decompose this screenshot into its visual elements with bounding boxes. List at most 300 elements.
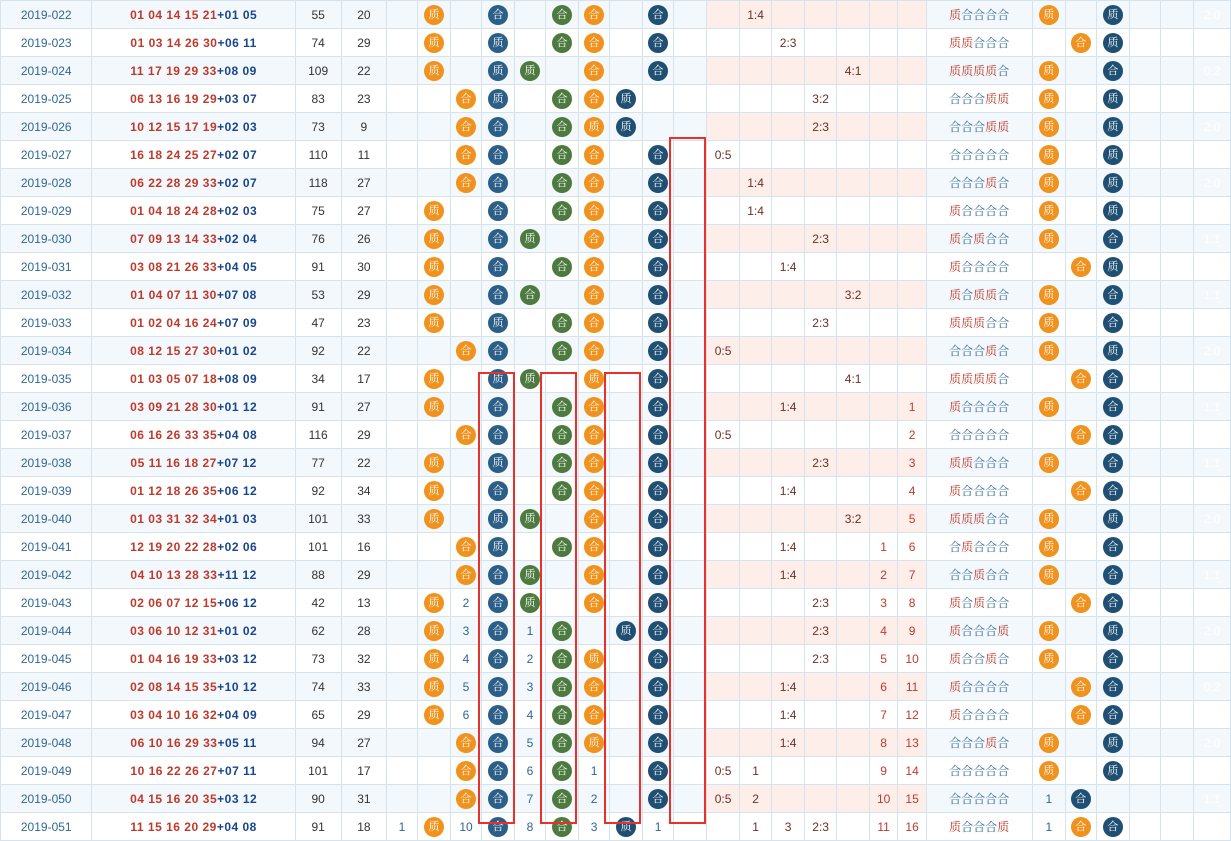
cell-mark-2[interactable] xyxy=(451,393,481,421)
cell-mark-8[interactable] xyxy=(643,477,673,505)
cell-mark-6[interactable] xyxy=(579,225,609,253)
cell-mark-7[interactable] xyxy=(609,141,643,169)
cell-tail-0[interactable]: 1 xyxy=(1032,785,1066,813)
cell-tail-3[interactable] xyxy=(1130,141,1160,169)
cell-tail-0[interactable] xyxy=(1032,141,1066,169)
cell-tail-2[interactable] xyxy=(1096,645,1130,673)
cell-mark-3[interactable] xyxy=(481,393,515,421)
cell-mark-0[interactable] xyxy=(387,477,417,505)
cell-tail-2[interactable] xyxy=(1096,85,1130,113)
cell-mark-6[interactable] xyxy=(579,253,609,281)
cell-mark-2[interactable] xyxy=(451,141,481,169)
table-row[interactable] xyxy=(1,421,1231,449)
cell-mark-5[interactable] xyxy=(545,197,579,225)
cell-mark-5[interactable] xyxy=(545,393,579,421)
cell-mark-7[interactable] xyxy=(609,309,643,337)
cell-mark-8[interactable] xyxy=(643,673,673,701)
cell-mark-0[interactable] xyxy=(387,505,417,533)
cell-mark-0[interactable] xyxy=(387,533,417,561)
cell-tail-1[interactable] xyxy=(1066,785,1096,813)
cell-mark-1[interactable] xyxy=(417,141,451,169)
cell-tail-2[interactable] xyxy=(1096,561,1130,589)
cell-tail-1[interactable] xyxy=(1066,141,1096,169)
table-row[interactable] xyxy=(1,253,1231,281)
table-row[interactable] xyxy=(1,225,1231,253)
cell-tail-2[interactable] xyxy=(1096,785,1130,813)
cell-mark-7[interactable] xyxy=(609,449,643,477)
cell-mark-2[interactable] xyxy=(451,533,481,561)
cell-mark-8[interactable] xyxy=(643,113,673,141)
cell-mark-6[interactable] xyxy=(579,701,609,729)
cell-mark-8[interactable] xyxy=(643,1,673,29)
cell-mark-2[interactable] xyxy=(451,337,481,365)
cell-mark-8[interactable] xyxy=(643,365,673,393)
cell-tail-4[interactable] xyxy=(1160,393,1194,421)
cell-mark-4[interactable] xyxy=(515,225,545,253)
cell-tail-4[interactable] xyxy=(1160,505,1194,533)
cell-mark-4[interactable] xyxy=(515,141,545,169)
cell-mark-8[interactable] xyxy=(643,141,673,169)
cell-mark-2[interactable] xyxy=(451,421,481,449)
cell-mark-7[interactable] xyxy=(609,729,643,757)
cell-tail-4[interactable] xyxy=(1160,253,1194,281)
cell-mark-2[interactable] xyxy=(451,729,481,757)
cell-mark-5[interactable] xyxy=(545,85,579,113)
cell-mark-2[interactable] xyxy=(451,449,481,477)
cell-mark-9[interactable] xyxy=(673,421,707,449)
cell-mark-4[interactable] xyxy=(515,505,545,533)
cell-tail-3[interactable] xyxy=(1130,85,1160,113)
cell-tail-2[interactable] xyxy=(1096,673,1130,701)
cell-tail-0[interactable] xyxy=(1032,533,1066,561)
cell-mark-5[interactable] xyxy=(545,673,579,701)
table-row[interactable] xyxy=(1,113,1231,141)
cell-mark-1[interactable] xyxy=(417,365,451,393)
cell-mark-9[interactable] xyxy=(673,449,707,477)
cell-tail-3[interactable] xyxy=(1130,309,1160,337)
cell-tail-1[interactable] xyxy=(1066,393,1096,421)
cell-mark-5[interactable] xyxy=(545,281,579,309)
cell-tail-4[interactable] xyxy=(1160,477,1194,505)
cell-mark-1[interactable] xyxy=(417,505,451,533)
table-row[interactable] xyxy=(1,561,1231,589)
cell-mark-7[interactable] xyxy=(609,533,643,561)
cell-tail-0[interactable] xyxy=(1032,617,1066,645)
cell-mark-8[interactable] xyxy=(643,281,673,309)
cell-mark-9[interactable] xyxy=(673,85,707,113)
cell-mark-7[interactable] xyxy=(609,169,643,197)
cell-tail-0[interactable] xyxy=(1032,225,1066,253)
cell-tail-2[interactable] xyxy=(1096,505,1130,533)
cell-mark-6[interactable] xyxy=(579,337,609,365)
cell-mark-2[interactable] xyxy=(451,29,481,57)
cell-tail-3[interactable] xyxy=(1130,29,1160,57)
cell-mark-4[interactable] xyxy=(515,449,545,477)
cell-mark-7[interactable] xyxy=(609,1,643,29)
cell-tail-4[interactable] xyxy=(1160,281,1194,309)
cell-mark-1[interactable] xyxy=(417,85,451,113)
cell-mark-5[interactable] xyxy=(545,757,579,785)
cell-mark-6[interactable] xyxy=(579,141,609,169)
cell-tail-3[interactable] xyxy=(1130,169,1160,197)
cell-tail-2[interactable] xyxy=(1096,29,1130,57)
cell-mark-1[interactable] xyxy=(417,757,451,785)
cell-tail-0[interactable] xyxy=(1032,197,1066,225)
cell-mark-0[interactable] xyxy=(387,281,417,309)
cell-mark-2[interactable] xyxy=(451,113,481,141)
cell-tail-2[interactable] xyxy=(1096,617,1130,645)
cell-tail-1[interactable] xyxy=(1066,281,1096,309)
table-row[interactable] xyxy=(1,57,1231,85)
cell-mark-2[interactable] xyxy=(451,225,481,253)
cell-mark-1[interactable] xyxy=(417,449,451,477)
cell-mark-8[interactable] xyxy=(643,505,673,533)
cell-mark-4[interactable] xyxy=(515,757,545,785)
table-row[interactable] xyxy=(1,29,1231,57)
cell-mark-2[interactable] xyxy=(451,365,481,393)
cell-mark-3[interactable] xyxy=(481,253,515,281)
cell-mark-7[interactable] xyxy=(609,785,643,813)
cell-mark-6[interactable] xyxy=(579,365,609,393)
cell-mark-0[interactable] xyxy=(387,589,417,617)
cell-tail-2[interactable] xyxy=(1096,57,1130,85)
cell-tail-1[interactable] xyxy=(1066,477,1096,505)
cell-tail-3[interactable] xyxy=(1130,673,1160,701)
cell-mark-1[interactable] xyxy=(417,701,451,729)
cell-mark-0[interactable] xyxy=(387,365,417,393)
cell-tail-1[interactable] xyxy=(1066,29,1096,57)
cell-tail-2[interactable] xyxy=(1096,533,1130,561)
cell-mark-0[interactable] xyxy=(387,645,417,673)
cell-mark-3[interactable] xyxy=(481,561,515,589)
cell-mark-4[interactable] xyxy=(515,701,545,729)
cell-mark-4[interactable] xyxy=(515,1,545,29)
cell-mark-2[interactable] xyxy=(451,589,481,617)
cell-mark-7[interactable] xyxy=(609,85,643,113)
cell-mark-3[interactable] xyxy=(481,617,515,645)
cell-tail-4[interactable] xyxy=(1160,309,1194,337)
cell-tail-1[interactable] xyxy=(1066,253,1096,281)
cell-mark-3[interactable] xyxy=(481,533,515,561)
cell-tail-2[interactable] xyxy=(1096,421,1130,449)
cell-mark-0[interactable] xyxy=(387,57,417,85)
cell-mark-5[interactable] xyxy=(545,365,579,393)
table-row[interactable] xyxy=(1,757,1231,785)
table-row[interactable] xyxy=(1,645,1231,673)
cell-mark-9[interactable] xyxy=(673,253,707,281)
cell-mark-9[interactable] xyxy=(673,113,707,141)
cell-mark-8[interactable] xyxy=(643,29,673,57)
table-row[interactable] xyxy=(1,785,1231,813)
cell-tail-3[interactable] xyxy=(1130,477,1160,505)
cell-mark-6[interactable] xyxy=(579,813,609,841)
cell-mark-0[interactable] xyxy=(387,673,417,701)
cell-mark-4[interactable] xyxy=(515,57,545,85)
cell-mark-4[interactable] xyxy=(515,421,545,449)
cell-tail-2[interactable] xyxy=(1096,365,1130,393)
cell-tail-1[interactable] xyxy=(1066,729,1096,757)
cell-tail-0[interactable] xyxy=(1032,85,1066,113)
cell-tail-2[interactable] xyxy=(1096,449,1130,477)
cell-mark-4[interactable] xyxy=(515,281,545,309)
cell-mark-5[interactable] xyxy=(545,617,579,645)
cell-mark-9[interactable] xyxy=(673,673,707,701)
cell-tail-2[interactable] xyxy=(1096,225,1130,253)
cell-mark-7[interactable] xyxy=(609,197,643,225)
cell-mark-7[interactable] xyxy=(609,365,643,393)
cell-tail-2[interactable] xyxy=(1096,253,1130,281)
cell-tail-3[interactable] xyxy=(1130,113,1160,141)
cell-tail-2[interactable] xyxy=(1096,701,1130,729)
cell-tail-0[interactable] xyxy=(1032,29,1066,57)
cell-tail-3[interactable] xyxy=(1130,617,1160,645)
cell-mark-1[interactable] xyxy=(417,477,451,505)
cell-mark-1[interactable] xyxy=(417,729,451,757)
cell-tail-3[interactable] xyxy=(1130,393,1160,421)
cell-mark-5[interactable] xyxy=(545,729,579,757)
cell-mark-3[interactable] xyxy=(481,701,515,729)
cell-tail-0[interactable] xyxy=(1032,729,1066,757)
cell-mark-9[interactable] xyxy=(673,757,707,785)
cell-mark-6[interactable] xyxy=(579,421,609,449)
cell-mark-1[interactable] xyxy=(417,113,451,141)
cell-mark-6[interactable] xyxy=(579,785,609,813)
cell-mark-9[interactable] xyxy=(673,729,707,757)
cell-mark-6[interactable] xyxy=(579,281,609,309)
table-row[interactable] xyxy=(1,281,1231,309)
cell-tail-0[interactable] xyxy=(1032,505,1066,533)
cell-mark-5[interactable] xyxy=(545,449,579,477)
cell-mark-5[interactable] xyxy=(545,813,579,841)
cell-mark-6[interactable] xyxy=(579,57,609,85)
cell-mark-9[interactable] xyxy=(673,533,707,561)
cell-tail-0[interactable] xyxy=(1032,253,1066,281)
cell-mark-3[interactable] xyxy=(481,421,515,449)
cell-mark-8[interactable] xyxy=(643,449,673,477)
cell-tail-1[interactable] xyxy=(1066,449,1096,477)
cell-mark-5[interactable] xyxy=(545,533,579,561)
cell-mark-6[interactable] xyxy=(579,309,609,337)
cell-mark-9[interactable] xyxy=(673,701,707,729)
cell-tail-3[interactable] xyxy=(1130,1,1160,29)
cell-mark-2[interactable] xyxy=(451,1,481,29)
cell-mark-6[interactable] xyxy=(579,113,609,141)
cell-mark-3[interactable] xyxy=(481,309,515,337)
table-row[interactable] xyxy=(1,729,1231,757)
table-row[interactable] xyxy=(1,1,1231,29)
cell-tail-4[interactable] xyxy=(1160,225,1194,253)
cell-mark-9[interactable] xyxy=(673,169,707,197)
cell-tail-4[interactable] xyxy=(1160,617,1194,645)
cell-mark-1[interactable] xyxy=(417,197,451,225)
table-row[interactable] xyxy=(1,197,1231,225)
cell-mark-9[interactable] xyxy=(673,477,707,505)
cell-mark-3[interactable] xyxy=(481,169,515,197)
cell-mark-4[interactable] xyxy=(515,393,545,421)
cell-tail-0[interactable] xyxy=(1032,757,1066,785)
cell-mark-6[interactable] xyxy=(579,85,609,113)
table-row[interactable] xyxy=(1,589,1231,617)
cell-mark-2[interactable] xyxy=(451,197,481,225)
cell-tail-4[interactable] xyxy=(1160,337,1194,365)
cell-mark-3[interactable] xyxy=(481,477,515,505)
cell-mark-4[interactable] xyxy=(515,589,545,617)
cell-tail-3[interactable] xyxy=(1130,785,1160,813)
cell-tail-4[interactable] xyxy=(1160,813,1194,841)
table-row[interactable] xyxy=(1,309,1231,337)
cell-mark-8[interactable] xyxy=(643,617,673,645)
cell-mark-3[interactable] xyxy=(481,785,515,813)
cell-tail-1[interactable] xyxy=(1066,589,1096,617)
cell-tail-2[interactable] xyxy=(1096,589,1130,617)
cell-mark-4[interactable] xyxy=(515,253,545,281)
cell-tail-1[interactable] xyxy=(1066,57,1096,85)
cell-mark-0[interactable] xyxy=(387,449,417,477)
cell-mark-1[interactable] xyxy=(417,561,451,589)
cell-tail-2[interactable] xyxy=(1096,309,1130,337)
cell-mark-7[interactable] xyxy=(609,29,643,57)
cell-tail-1[interactable] xyxy=(1066,197,1096,225)
cell-tail-1[interactable] xyxy=(1066,533,1096,561)
cell-mark-1[interactable] xyxy=(417,785,451,813)
cell-mark-8[interactable] xyxy=(643,253,673,281)
cell-tail-2[interactable] xyxy=(1096,393,1130,421)
cell-mark-4[interactable] xyxy=(515,533,545,561)
cell-mark-3[interactable] xyxy=(481,225,515,253)
cell-mark-1[interactable] xyxy=(417,589,451,617)
cell-mark-6[interactable] xyxy=(579,505,609,533)
cell-mark-4[interactable] xyxy=(515,813,545,841)
cell-tail-3[interactable] xyxy=(1130,337,1160,365)
cell-tail-3[interactable] xyxy=(1130,561,1160,589)
cell-mark-5[interactable] xyxy=(545,477,579,505)
cell-mark-9[interactable] xyxy=(673,309,707,337)
table-row[interactable] xyxy=(1,673,1231,701)
cell-mark-6[interactable] xyxy=(579,449,609,477)
cell-mark-0[interactable] xyxy=(387,169,417,197)
cell-tail-2[interactable] xyxy=(1096,169,1130,197)
cell-mark-1[interactable] xyxy=(417,281,451,309)
cell-tail-1[interactable] xyxy=(1066,505,1096,533)
cell-mark-5[interactable] xyxy=(545,505,579,533)
cell-mark-9[interactable] xyxy=(673,813,707,841)
cell-mark-4[interactable] xyxy=(515,29,545,57)
cell-mark-2[interactable] xyxy=(451,813,481,841)
cell-tail-2[interactable] xyxy=(1096,113,1130,141)
cell-mark-7[interactable] xyxy=(609,617,643,645)
cell-tail-1[interactable] xyxy=(1066,645,1096,673)
table-row[interactable] xyxy=(1,505,1231,533)
cell-mark-8[interactable] xyxy=(643,309,673,337)
cell-mark-8[interactable] xyxy=(643,561,673,589)
cell-mark-9[interactable] xyxy=(673,393,707,421)
cell-mark-1[interactable] xyxy=(417,309,451,337)
cell-mark-2[interactable] xyxy=(451,645,481,673)
cell-mark-2[interactable] xyxy=(451,673,481,701)
cell-mark-0[interactable] xyxy=(387,141,417,169)
cell-mark-4[interactable] xyxy=(515,85,545,113)
cell-mark-6[interactable] xyxy=(579,589,609,617)
cell-mark-6[interactable] xyxy=(579,197,609,225)
cell-tail-4[interactable] xyxy=(1160,1,1194,29)
cell-mark-6[interactable] xyxy=(579,757,609,785)
cell-mark-7[interactable] xyxy=(609,393,643,421)
cell-mark-6[interactable] xyxy=(579,561,609,589)
cell-tail-2[interactable] xyxy=(1096,757,1130,785)
cell-mark-8[interactable] xyxy=(643,421,673,449)
cell-tail-4[interactable] xyxy=(1160,365,1194,393)
cell-mark-2[interactable] xyxy=(451,309,481,337)
cell-mark-0[interactable] xyxy=(387,85,417,113)
cell-mark-6[interactable] xyxy=(579,673,609,701)
cell-mark-2[interactable] xyxy=(451,561,481,589)
cell-mark-0[interactable] xyxy=(387,617,417,645)
cell-tail-1[interactable] xyxy=(1066,701,1096,729)
cell-mark-1[interactable] xyxy=(417,225,451,253)
cell-mark-3[interactable] xyxy=(481,589,515,617)
cell-mark-0[interactable] xyxy=(387,309,417,337)
cell-mark-8[interactable] xyxy=(643,85,673,113)
cell-mark-5[interactable] xyxy=(545,785,579,813)
cell-tail-2[interactable] xyxy=(1096,337,1130,365)
cell-mark-5[interactable] xyxy=(545,561,579,589)
cell-tail-1[interactable] xyxy=(1066,85,1096,113)
cell-tail-0[interactable] xyxy=(1032,365,1066,393)
cell-mark-5[interactable] xyxy=(545,169,579,197)
cell-mark-0[interactable] xyxy=(387,197,417,225)
cell-mark-5[interactable] xyxy=(545,589,579,617)
cell-tail-1[interactable] xyxy=(1066,813,1096,841)
cell-mark-0[interactable] xyxy=(387,421,417,449)
cell-tail-0[interactable] xyxy=(1032,169,1066,197)
cell-mark-8[interactable] xyxy=(643,533,673,561)
cell-tail-4[interactable] xyxy=(1160,449,1194,477)
table-row[interactable] xyxy=(1,337,1231,365)
cell-mark-2[interactable] xyxy=(451,477,481,505)
cell-tail-1[interactable] xyxy=(1066,365,1096,393)
cell-tail-4[interactable] xyxy=(1160,701,1194,729)
cell-mark-1[interactable] xyxy=(417,169,451,197)
cell-tail-4[interactable] xyxy=(1160,85,1194,113)
cell-tail-1[interactable] xyxy=(1066,225,1096,253)
cell-mark-0[interactable] xyxy=(387,729,417,757)
cell-tail-0[interactable] xyxy=(1032,561,1066,589)
cell-mark-3[interactable] xyxy=(481,729,515,757)
cell-mark-7[interactable] xyxy=(609,505,643,533)
cell-mark-6[interactable] xyxy=(579,29,609,57)
cell-mark-7[interactable] xyxy=(609,589,643,617)
cell-mark-0[interactable] xyxy=(387,29,417,57)
cell-tail-4[interactable] xyxy=(1160,757,1194,785)
cell-mark-3[interactable] xyxy=(481,813,515,841)
cell-tail-3[interactable] xyxy=(1130,253,1160,281)
cell-mark-8[interactable] xyxy=(643,225,673,253)
cell-tail-0[interactable] xyxy=(1032,57,1066,85)
cell-tail-3[interactable] xyxy=(1130,701,1160,729)
cell-mark-1[interactable] xyxy=(417,617,451,645)
cell-mark-3[interactable] xyxy=(481,113,515,141)
cell-mark-9[interactable] xyxy=(673,561,707,589)
cell-mark-6[interactable] xyxy=(579,645,609,673)
cell-tail-3[interactable] xyxy=(1130,281,1160,309)
cell-mark-3[interactable] xyxy=(481,85,515,113)
cell-mark-1[interactable] xyxy=(417,393,451,421)
cell-mark-7[interactable] xyxy=(609,477,643,505)
cell-mark-0[interactable] xyxy=(387,785,417,813)
cell-tail-0[interactable] xyxy=(1032,477,1066,505)
cell-mark-4[interactable] xyxy=(515,617,545,645)
cell-tail-3[interactable] xyxy=(1130,589,1160,617)
